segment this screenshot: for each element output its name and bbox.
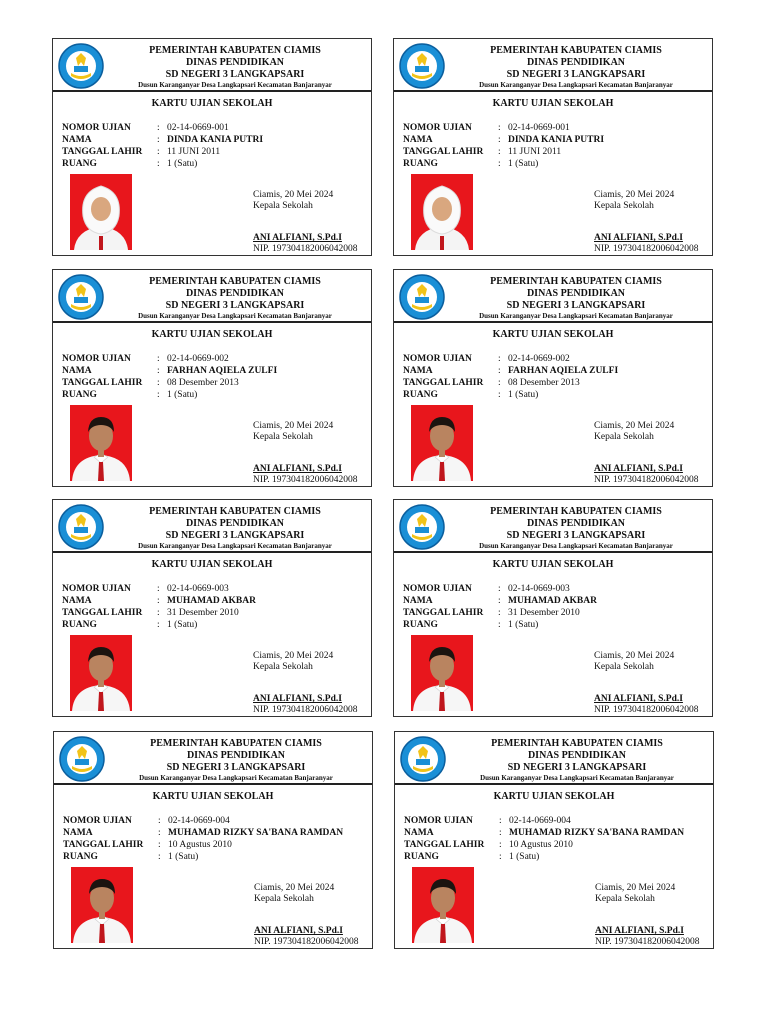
nomor-label: NOMOR UJIAN	[62, 354, 131, 364]
field-row-ruang	[62, 389, 277, 401]
colon: :	[498, 584, 501, 594]
card-title: KARTU UJIAN SEKOLAH	[151, 559, 273, 570]
student-photo	[70, 174, 132, 250]
signer-name: ANI ALFIANI, S.Pd.I	[595, 926, 684, 936]
field-row-tanggal	[403, 377, 618, 389]
signature-block	[254, 883, 359, 948]
signature-block	[595, 883, 700, 948]
nomor-label: NOMOR UJIAN	[404, 816, 473, 826]
colon: :	[498, 135, 501, 145]
colon: :	[157, 135, 160, 145]
place-date: Ciamis, 20 Mei 2024	[594, 651, 675, 661]
signer-role: Kepala Sekolah	[253, 662, 313, 672]
signature-block	[253, 421, 358, 486]
field-row-nama	[403, 595, 597, 607]
nama-value: MUHAMAD RIZKY SA'BANA RAMDAN	[509, 828, 685, 838]
nomor-label: NOMOR UJIAN	[63, 816, 132, 826]
card-header	[103, 276, 367, 321]
exam-card	[393, 269, 713, 487]
field-row-ruang	[403, 389, 618, 401]
department-line: DINAS PENDIDIKAN	[185, 57, 285, 68]
school-name: SD NEGERI 3 LANGKAPSARI	[165, 530, 305, 541]
place-date: Ciamis, 20 Mei 2024	[254, 883, 335, 893]
card-header	[444, 276, 708, 321]
signer-nip: NIP. 197304182006042008	[253, 705, 358, 715]
nomor-value: 02-14-0669-001	[167, 123, 229, 133]
student-photo	[70, 405, 132, 481]
card-header	[444, 45, 708, 90]
colon: :	[157, 596, 160, 606]
card-header	[104, 738, 368, 783]
nomor-label: NOMOR UJIAN	[403, 354, 472, 364]
field-row-ruang	[62, 619, 256, 631]
colon: :	[157, 354, 160, 364]
nomor-value: 02-14-0669-003	[508, 584, 570, 594]
exam-card	[394, 731, 714, 949]
header-divider	[394, 551, 712, 553]
signer-nip: NIP. 197304182006042008	[594, 244, 699, 254]
ruang-label: RUANG	[62, 390, 97, 400]
nomor-value: 02-14-0669-002	[508, 354, 570, 364]
field-row-nama	[62, 134, 263, 146]
signer-nip: NIP. 197304182006042008	[594, 475, 699, 485]
signer-role: Kepala Sekolah	[594, 201, 654, 211]
school-name: SD NEGERI 3 LANGKAPSARI	[506, 530, 646, 541]
colon: :	[158, 816, 161, 826]
ruang-value: 1 (Satu)	[508, 620, 539, 630]
school-address: Dusun Karanganyar Desa Langkapsari Kecamatan Banjaranyar	[479, 81, 673, 89]
exam-card	[52, 38, 372, 256]
signature-block	[594, 651, 699, 716]
nama-value: FARHAN AQIELA ZULFI	[508, 366, 619, 376]
boy-icon	[411, 635, 473, 711]
ruang-value: 1 (Satu)	[167, 390, 198, 400]
tanggal-label: TANGGAL LAHIR	[63, 840, 144, 850]
signer-role: Kepala Sekolah	[595, 894, 655, 904]
nama-label: NAMA	[62, 366, 92, 376]
signer-name: ANI ALFIANI, S.Pd.I	[594, 233, 683, 243]
nama-label: NAMA	[403, 596, 433, 606]
colon: :	[157, 378, 160, 388]
tanggal-value: 08 Desember 2013	[167, 378, 239, 388]
colon: :	[157, 123, 160, 133]
government-line: PEMERINTAH KABUPATEN CIAMIS	[490, 45, 662, 56]
tut-wuri-handayani-logo-icon	[58, 735, 106, 783]
field-row-nomor	[404, 815, 684, 827]
signer-nip: NIP. 197304182006042008	[595, 937, 700, 947]
signer-name: ANI ALFIANI, S.Pd.I	[253, 694, 342, 704]
nomor-value: 02-14-0669-004	[509, 816, 571, 826]
header-divider	[394, 321, 712, 323]
student-photo	[411, 405, 473, 481]
header-divider	[53, 321, 371, 323]
field-row-tanggal	[62, 146, 263, 158]
nama-label: NAMA	[403, 366, 433, 376]
header-divider	[53, 551, 371, 553]
field-row-nomor	[63, 815, 343, 827]
field-row-nomor	[62, 122, 263, 134]
colon: :	[157, 147, 160, 157]
government-line: PEMERINTAH KABUPATEN CIAMIS	[150, 738, 322, 749]
nama-label: NAMA	[403, 135, 433, 145]
ruang-value: 1 (Satu)	[168, 852, 199, 862]
student-fields	[62, 353, 277, 401]
student-photo	[70, 635, 132, 711]
tanggal-label: TANGGAL LAHIR	[403, 147, 484, 157]
ruang-value: 1 (Satu)	[508, 159, 539, 169]
colon: :	[499, 828, 502, 838]
department-line: DINAS PENDIDIKAN	[185, 518, 285, 529]
tanggal-label: TANGGAL LAHIR	[404, 840, 485, 850]
exam-card	[52, 269, 372, 487]
tanggal-label: TANGGAL LAHIR	[403, 608, 484, 618]
signer-name: ANI ALFIANI, S.Pd.I	[253, 233, 342, 243]
ruang-value: 1 (Satu)	[167, 620, 198, 630]
student-photo	[411, 174, 473, 250]
nomor-label: NOMOR UJIAN	[62, 123, 131, 133]
colon: :	[157, 584, 160, 594]
place-date: Ciamis, 20 Mei 2024	[253, 190, 334, 200]
tut-wuri-handayani-logo-icon	[57, 503, 105, 551]
colon: :	[499, 840, 502, 850]
nomor-value: 02-14-0669-003	[167, 584, 229, 594]
department-line: DINAS PENDIDIKAN	[526, 288, 626, 299]
colon: :	[157, 620, 160, 630]
header-divider	[53, 90, 371, 92]
place-date: Ciamis, 20 Mei 2024	[594, 190, 675, 200]
school-address: Dusun Karanganyar Desa Langkapsari Kecamatan Banjaranyar	[479, 312, 673, 320]
boy-icon	[70, 635, 132, 711]
card-title: KARTU UJIAN SEKOLAH	[492, 98, 614, 109]
colon: :	[498, 390, 501, 400]
student-fields	[403, 583, 597, 631]
tanggal-label: TANGGAL LAHIR	[403, 378, 484, 388]
tanggal-value: 31 Desember 2010	[508, 608, 580, 618]
signer-role: Kepala Sekolah	[254, 894, 314, 904]
colon: :	[498, 159, 501, 169]
field-row-tanggal	[62, 607, 256, 619]
nama-value: MUHAMAD RIZKY SA'BANA RAMDAN	[168, 828, 344, 838]
girl-hijab-icon	[411, 174, 473, 250]
signer-nip: NIP. 197304182006042008	[253, 244, 358, 254]
ruang-value: 1 (Satu)	[508, 390, 539, 400]
colon: :	[498, 123, 501, 133]
colon: :	[157, 390, 160, 400]
signer-name: ANI ALFIANI, S.Pd.I	[254, 926, 343, 936]
tanggal-label: TANGGAL LAHIR	[62, 147, 143, 157]
school-name: SD NEGERI 3 LANGKAPSARI	[165, 300, 305, 311]
school-address: Dusun Karanganyar Desa Langkapsari Kecamatan Banjaranyar	[139, 774, 333, 782]
card-header	[103, 45, 367, 90]
school-name: SD NEGERI 3 LANGKAPSARI	[507, 762, 647, 773]
colon: :	[158, 828, 161, 838]
school-name: SD NEGERI 3 LANGKAPSARI	[165, 69, 305, 80]
field-row-ruang	[63, 851, 343, 863]
student-fields	[403, 353, 618, 401]
colon: :	[498, 354, 501, 364]
government-line: PEMERINTAH KABUPATEN CIAMIS	[490, 506, 662, 517]
field-row-nama	[404, 827, 684, 839]
nomor-value: 02-14-0669-004	[168, 816, 230, 826]
tut-wuri-handayani-logo-icon	[57, 42, 105, 90]
colon: :	[157, 608, 160, 618]
card-title: KARTU UJIAN SEKOLAH	[151, 329, 273, 340]
nama-label: NAMA	[62, 135, 92, 145]
nama-label: NAMA	[62, 596, 92, 606]
field-row-nama	[403, 134, 604, 146]
ruang-value: 1 (Satu)	[167, 159, 198, 169]
place-date: Ciamis, 20 Mei 2024	[253, 651, 334, 661]
boy-icon	[71, 867, 133, 943]
student-fields	[62, 583, 256, 631]
government-line: PEMERINTAH KABUPATEN CIAMIS	[490, 276, 662, 287]
signer-name: ANI ALFIANI, S.Pd.I	[594, 464, 683, 474]
nama-value: DINDA KANIA PUTRI	[167, 135, 264, 145]
signer-nip: NIP. 197304182006042008	[254, 937, 359, 947]
nama-label: NAMA	[63, 828, 93, 838]
nomor-label: NOMOR UJIAN	[403, 584, 472, 594]
field-row-nama	[62, 595, 256, 607]
nomor-value: 02-14-0669-002	[167, 354, 229, 364]
place-date: Ciamis, 20 Mei 2024	[594, 421, 675, 431]
tanggal-label: TANGGAL LAHIR	[62, 378, 143, 388]
nama-label: NAMA	[404, 828, 434, 838]
ruang-value: 1 (Satu)	[509, 852, 540, 862]
field-row-tanggal	[403, 607, 597, 619]
ruang-label: RUANG	[62, 159, 97, 169]
field-row-tanggal	[63, 839, 343, 851]
signer-role: Kepala Sekolah	[594, 662, 654, 672]
colon: :	[498, 147, 501, 157]
tut-wuri-handayani-logo-icon	[398, 273, 446, 321]
card-header	[445, 738, 709, 783]
school-name: SD NEGERI 3 LANGKAPSARI	[166, 762, 306, 773]
student-photo	[71, 867, 133, 943]
tut-wuri-handayani-logo-icon	[398, 503, 446, 551]
colon: :	[499, 852, 502, 862]
department-line: DINAS PENDIDIKAN	[526, 518, 626, 529]
field-row-nomor	[403, 583, 597, 595]
place-date: Ciamis, 20 Mei 2024	[253, 421, 334, 431]
student-fields	[403, 122, 604, 170]
school-address: Dusun Karanganyar Desa Langkapsari Kecamatan Banjaranyar	[138, 81, 332, 89]
department-line: DINAS PENDIDIKAN	[526, 57, 626, 68]
place-date: Ciamis, 20 Mei 2024	[595, 883, 676, 893]
colon: :	[499, 816, 502, 826]
signer-nip: NIP. 197304182006042008	[253, 475, 358, 485]
colon: :	[158, 840, 161, 850]
nama-value: DINDA KANIA PUTRI	[508, 135, 605, 145]
tut-wuri-handayani-logo-icon	[57, 273, 105, 321]
signature-block	[253, 190, 358, 255]
tanggal-value: 08 Desember 2013	[508, 378, 580, 388]
nama-value: MUHAMAD AKBAR	[508, 596, 597, 606]
nama-value: MUHAMAD AKBAR	[167, 596, 256, 606]
colon: :	[498, 608, 501, 618]
card-header	[103, 506, 367, 551]
colon: :	[498, 596, 501, 606]
tanggal-value: 11 JUNI 2011	[167, 147, 221, 157]
school-name: SD NEGERI 3 LANGKAPSARI	[506, 69, 646, 80]
colon: :	[157, 366, 160, 376]
girl-hijab-icon	[70, 174, 132, 250]
ruang-label: RUANG	[63, 852, 98, 862]
field-row-nama	[63, 827, 343, 839]
boy-icon	[411, 405, 473, 481]
header-divider	[394, 90, 712, 92]
government-line: PEMERINTAH KABUPATEN CIAMIS	[149, 45, 321, 56]
colon: :	[498, 378, 501, 388]
tanggal-label: TANGGAL LAHIR	[62, 608, 143, 618]
department-line: DINAS PENDIDIKAN	[185, 288, 285, 299]
card-title: KARTU UJIAN SEKOLAH	[151, 98, 273, 109]
student-photo	[411, 635, 473, 711]
ruang-label: RUANG	[403, 159, 438, 169]
school-name: SD NEGERI 3 LANGKAPSARI	[506, 300, 646, 311]
government-line: PEMERINTAH KABUPATEN CIAMIS	[491, 738, 663, 749]
field-row-nama	[403, 365, 618, 377]
field-row-nama	[62, 365, 277, 377]
school-address: Dusun Karanganyar Desa Langkapsari Kecamatan Banjaranyar	[480, 774, 674, 782]
exam-card	[393, 499, 713, 717]
ruang-label: RUANG	[404, 852, 439, 862]
header-divider	[395, 783, 713, 785]
exam-card	[52, 499, 372, 717]
nomor-label: NOMOR UJIAN	[62, 584, 131, 594]
field-row-nomor	[403, 353, 618, 365]
signature-block	[594, 190, 699, 255]
signer-name: ANI ALFIANI, S.Pd.I	[594, 694, 683, 704]
colon: :	[498, 620, 501, 630]
school-address: Dusun Karanganyar Desa Langkapsari Kecamatan Banjaranyar	[138, 542, 332, 550]
tanggal-value: 31 Desember 2010	[167, 608, 239, 618]
government-line: PEMERINTAH KABUPATEN CIAMIS	[149, 276, 321, 287]
field-row-ruang	[403, 158, 604, 170]
card-title: KARTU UJIAN SEKOLAH	[152, 791, 274, 802]
department-line: DINAS PENDIDIKAN	[186, 750, 286, 761]
field-row-nomor	[62, 353, 277, 365]
school-address: Dusun Karanganyar Desa Langkapsari Kecamatan Banjaranyar	[138, 312, 332, 320]
tanggal-value: 10 Agustus 2010	[168, 840, 232, 850]
student-fields	[404, 815, 684, 863]
government-line: PEMERINTAH KABUPATEN CIAMIS	[149, 506, 321, 517]
field-row-ruang	[404, 851, 684, 863]
card-header	[444, 506, 708, 551]
nomor-value: 02-14-0669-001	[508, 123, 570, 133]
ruang-label: RUANG	[403, 620, 438, 630]
signer-nip: NIP. 197304182006042008	[594, 705, 699, 715]
department-line: DINAS PENDIDIKAN	[527, 750, 627, 761]
card-title: KARTU UJIAN SEKOLAH	[492, 559, 614, 570]
signature-block	[253, 651, 358, 716]
exam-card	[53, 731, 373, 949]
school-address: Dusun Karanganyar Desa Langkapsari Kecamatan Banjaranyar	[479, 542, 673, 550]
signature-block	[594, 421, 699, 486]
field-row-tanggal	[403, 146, 604, 158]
field-row-ruang	[62, 158, 263, 170]
tanggal-value: 11 JUNI 2011	[508, 147, 562, 157]
signer-role: Kepala Sekolah	[594, 432, 654, 442]
signer-role: Kepala Sekolah	[253, 432, 313, 442]
card-title: KARTU UJIAN SEKOLAH	[493, 791, 615, 802]
boy-icon	[70, 405, 132, 481]
boy-icon	[412, 867, 474, 943]
ruang-label: RUANG	[62, 620, 97, 630]
student-fields	[62, 122, 263, 170]
nomor-label: NOMOR UJIAN	[403, 123, 472, 133]
header-divider	[54, 783, 372, 785]
field-row-nomor	[62, 583, 256, 595]
tanggal-value: 10 Agustus 2010	[509, 840, 573, 850]
colon: :	[157, 159, 160, 169]
tut-wuri-handayani-logo-icon	[399, 735, 447, 783]
field-row-ruang	[403, 619, 597, 631]
field-row-tanggal	[62, 377, 277, 389]
tut-wuri-handayani-logo-icon	[398, 42, 446, 90]
colon: :	[498, 366, 501, 376]
student-fields	[63, 815, 343, 863]
field-row-nomor	[403, 122, 604, 134]
exam-card	[393, 38, 713, 256]
signer-role: Kepala Sekolah	[253, 201, 313, 211]
ruang-label: RUANG	[403, 390, 438, 400]
card-title: KARTU UJIAN SEKOLAH	[492, 329, 614, 340]
field-row-tanggal	[404, 839, 684, 851]
nama-value: FARHAN AQIELA ZULFI	[167, 366, 278, 376]
signer-name: ANI ALFIANI, S.Pd.I	[253, 464, 342, 474]
colon: :	[158, 852, 161, 862]
student-photo	[412, 867, 474, 943]
